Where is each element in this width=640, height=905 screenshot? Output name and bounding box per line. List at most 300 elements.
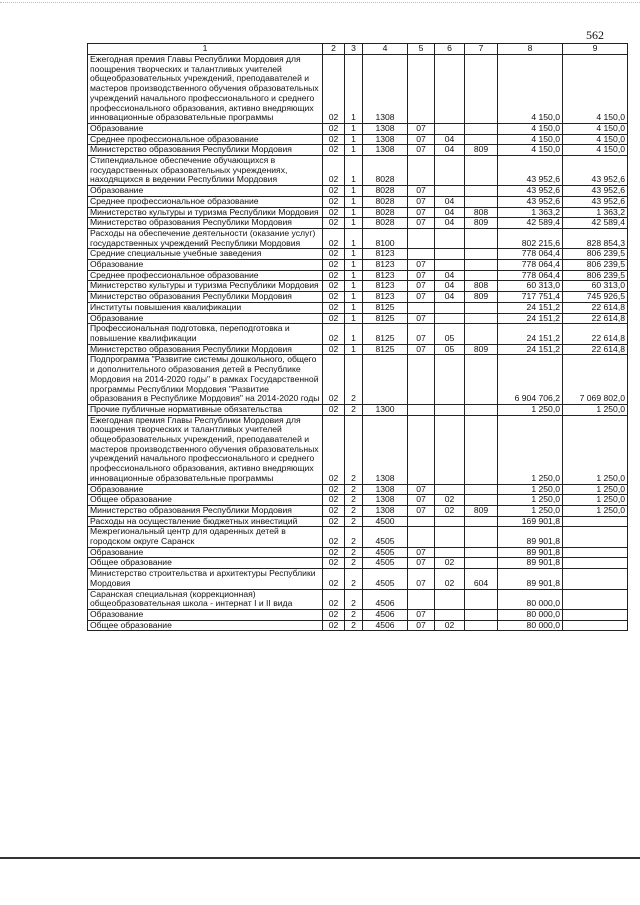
cell-csr: 8028 xyxy=(363,156,408,186)
table-row xyxy=(88,186,628,197)
cell-razdel xyxy=(408,55,435,124)
cell-podrazdel: 04 xyxy=(435,270,465,281)
cell-rz: 02 xyxy=(323,260,345,271)
cell-razdel xyxy=(408,355,435,405)
cell-sum-2016: 1 250,0 xyxy=(563,484,628,495)
cell-podrazdel xyxy=(435,228,465,248)
cell-sum-2015: 89 901,8 xyxy=(498,569,563,589)
cell-razdel: 07 xyxy=(408,505,435,516)
cell-rz: 02 xyxy=(323,186,345,197)
cell-vr xyxy=(465,620,498,631)
cell-sum-2016: 806 239,5 xyxy=(563,249,628,260)
cell-sum-2015: 1 250,0 xyxy=(498,495,563,506)
table-row xyxy=(88,344,628,355)
cell-vr xyxy=(465,302,498,313)
cell-rz: 02 xyxy=(323,302,345,313)
table-row xyxy=(88,313,628,324)
cell-razdel xyxy=(408,589,435,609)
cell-pr: 1 xyxy=(345,324,363,344)
header-cell-csr: 4 xyxy=(363,44,408,55)
table-row xyxy=(88,55,628,124)
cell-rz: 02 xyxy=(323,547,345,558)
cell-rz: 02 xyxy=(323,355,345,405)
cell-vr xyxy=(465,55,498,124)
cell-rz: 02 xyxy=(323,324,345,344)
cell-rz: 02 xyxy=(323,292,345,303)
cell-rz: 02 xyxy=(323,281,345,292)
cell-pr: 1 xyxy=(345,145,363,156)
cell-vr: 808 xyxy=(465,281,498,292)
cell-razdel xyxy=(408,249,435,260)
cell-rz: 02 xyxy=(323,55,345,124)
cell-podrazdel: 04 xyxy=(435,145,465,156)
cell-podrazdel: 02 xyxy=(435,569,465,589)
cell-pr: 2 xyxy=(345,484,363,495)
cell-sum-2016 xyxy=(563,589,628,609)
cell-sum-2016 xyxy=(563,620,628,631)
cell-sum-2016 xyxy=(563,609,628,620)
cell-sum-2015: 89 901,8 xyxy=(498,527,563,547)
cell-name: Профессиональная подготовка, переподготовка и повышение квалификации xyxy=(88,324,323,344)
cell-razdel: 07 xyxy=(408,207,435,218)
page-number: 562 xyxy=(586,28,604,42)
cell-sum-2015: 24 151,2 xyxy=(498,324,563,344)
cell-vr xyxy=(465,495,498,506)
cell-podrazdel xyxy=(435,484,465,495)
table-row xyxy=(88,249,628,260)
cell-rz: 02 xyxy=(323,156,345,186)
cell-vr: 809 xyxy=(465,218,498,229)
cell-pr: 1 xyxy=(345,186,363,197)
cell-podrazdel: 04 xyxy=(435,134,465,145)
cell-name: Министерство образования Республики Мордовия xyxy=(88,145,323,156)
cell-csr: 8100 xyxy=(363,228,408,248)
cell-rz: 02 xyxy=(323,218,345,229)
cell-name: Министерство культуры и туризма Республики Мордовия xyxy=(88,281,323,292)
cell-sum-2016: 7 069 802,0 xyxy=(563,355,628,405)
cell-sum-2015: 4 150,0 xyxy=(498,55,563,124)
cell-sum-2015: 169 901,8 xyxy=(498,516,563,527)
cell-csr: 8028 xyxy=(363,196,408,207)
cell-name: Ежегодная премия Главы Республики Мордовия для поощрения творческих и талантливых учителей общеобразовательных учреждений, преподавателей и мастеров производственного обучения образовательных учреждений начального профессионального и среднего профессионального образования, активно внедряющих инновационные образовательные программы xyxy=(88,55,323,124)
cell-pr: 1 xyxy=(345,270,363,281)
table-row xyxy=(88,558,628,569)
cell-pr: 1 xyxy=(345,292,363,303)
cell-csr: 4500 xyxy=(363,516,408,527)
cell-razdel xyxy=(408,404,435,415)
cell-name: Среднее профессиональное образование xyxy=(88,196,323,207)
cell-pr: 2 xyxy=(345,505,363,516)
cell-razdel xyxy=(408,415,435,484)
table-row xyxy=(88,547,628,558)
table-row xyxy=(88,589,628,609)
cell-vr xyxy=(465,196,498,207)
cell-pr: 2 xyxy=(345,527,363,547)
table-row xyxy=(88,207,628,218)
page-bottom-rule xyxy=(0,857,640,859)
cell-rz: 02 xyxy=(323,527,345,547)
cell-sum-2015: 6 904 706,2 xyxy=(498,355,563,405)
cell-csr: 8123 xyxy=(363,260,408,271)
cell-sum-2015: 43 952,6 xyxy=(498,186,563,197)
cell-razdel: 07 xyxy=(408,620,435,631)
cell-podrazdel: 04 xyxy=(435,292,465,303)
cell-sum-2015: 80 000,0 xyxy=(498,589,563,609)
cell-vr xyxy=(465,249,498,260)
cell-podrazdel xyxy=(435,609,465,620)
cell-sum-2016: 22 614,8 xyxy=(563,302,628,313)
cell-name: Саранская специальная (коррекционная) общеобразовательная школа - интернат I и II вида xyxy=(88,589,323,609)
cell-razdel: 07 xyxy=(408,609,435,620)
cell-vr xyxy=(465,547,498,558)
cell-csr: 8125 xyxy=(363,302,408,313)
cell-sum-2016 xyxy=(563,547,628,558)
cell-podrazdel xyxy=(435,404,465,415)
cell-rz: 02 xyxy=(323,228,345,248)
cell-sum-2016: 1 250,0 xyxy=(563,505,628,516)
header-cell-rz: 2 xyxy=(323,44,345,55)
cell-sum-2015: 42 589,4 xyxy=(498,218,563,229)
cell-csr: 1308 xyxy=(363,505,408,516)
cell-csr: 1308 xyxy=(363,55,408,124)
cell-pr: 2 xyxy=(345,558,363,569)
cell-sum-2015: 1 250,0 xyxy=(498,505,563,516)
table-row xyxy=(88,527,628,547)
cell-razdel xyxy=(408,527,435,547)
cell-rz: 02 xyxy=(323,249,345,260)
cell-vr xyxy=(465,156,498,186)
cell-sum-2015: 43 952,6 xyxy=(498,196,563,207)
cell-podrazdel: 04 xyxy=(435,196,465,207)
cell-sum-2016: 43 952,6 xyxy=(563,156,628,186)
cell-razdel: 07 xyxy=(408,218,435,229)
cell-name: Министерство образования Республики Мордовия xyxy=(88,218,323,229)
cell-sum-2015: 24 151,2 xyxy=(498,313,563,324)
cell-podrazdel: 04 xyxy=(435,218,465,229)
cell-razdel xyxy=(408,156,435,186)
cell-rz: 02 xyxy=(323,145,345,156)
cell-name: Министерство образования Республики Мордовия xyxy=(88,292,323,303)
header-cell-podrazdel: 6 xyxy=(435,44,465,55)
cell-podrazdel xyxy=(435,547,465,558)
cell-vr xyxy=(465,609,498,620)
cell-sum-2016: 745 926,5 xyxy=(563,292,628,303)
table-row xyxy=(88,484,628,495)
cell-name: Среднее профессиональное образование xyxy=(88,270,323,281)
cell-vr: 809 xyxy=(465,145,498,156)
cell-csr: 1308 xyxy=(363,123,408,134)
cell-rz: 02 xyxy=(323,196,345,207)
cell-csr: 4505 xyxy=(363,527,408,547)
cell-podrazdel xyxy=(435,415,465,484)
cell-sum-2016: 1 250,0 xyxy=(563,404,628,415)
cell-csr: 4505 xyxy=(363,569,408,589)
header-cell-name: 1 xyxy=(88,44,323,55)
cell-sum-2016: 806 239,5 xyxy=(563,270,628,281)
cell-pr: 1 xyxy=(345,218,363,229)
cell-podrazdel xyxy=(435,313,465,324)
cell-name: Образование xyxy=(88,186,323,197)
cell-podrazdel: 02 xyxy=(435,558,465,569)
cell-name: Образование xyxy=(88,313,323,324)
cell-name: Общее образование xyxy=(88,495,323,506)
cell-pr: 2 xyxy=(345,589,363,609)
table-row xyxy=(88,495,628,506)
table-row xyxy=(88,404,628,415)
cell-razdel xyxy=(408,516,435,527)
cell-sum-2016: 22 614,8 xyxy=(563,324,628,344)
cell-sum-2016: 828 854,3 xyxy=(563,228,628,248)
table-row xyxy=(88,228,628,248)
cell-rz: 02 xyxy=(323,313,345,324)
cell-pr: 2 xyxy=(345,569,363,589)
cell-sum-2015: 778 064,4 xyxy=(498,270,563,281)
cell-name: Расходы на обеспечение деятельности (оказание услуг) государственных учреждений Республики Мордовия xyxy=(88,228,323,248)
cell-sum-2015: 778 064,4 xyxy=(498,260,563,271)
cell-rz: 02 xyxy=(323,207,345,218)
cell-razdel xyxy=(408,228,435,248)
cell-razdel: 07 xyxy=(408,134,435,145)
cell-sum-2015: 1 250,0 xyxy=(498,415,563,484)
cell-vr xyxy=(465,527,498,547)
cell-podrazdel: 02 xyxy=(435,505,465,516)
cell-sum-2016: 60 313,0 xyxy=(563,281,628,292)
cell-vr xyxy=(465,260,498,271)
table-row xyxy=(88,620,628,631)
cell-csr: 8123 xyxy=(363,249,408,260)
cell-rz: 02 xyxy=(323,404,345,415)
cell-rz: 02 xyxy=(323,516,345,527)
cell-sum-2015: 802 215,6 xyxy=(498,228,563,248)
cell-name: Общее образование xyxy=(88,558,323,569)
cell-vr xyxy=(465,313,498,324)
cell-csr: 8125 xyxy=(363,313,408,324)
cell-sum-2016: 43 952,6 xyxy=(563,196,628,207)
cell-name: Министерство культуры и туризма Республики Мордовия xyxy=(88,207,323,218)
cell-razdel: 07 xyxy=(408,123,435,134)
header-cell-razdel: 5 xyxy=(408,44,435,55)
cell-name: Образование xyxy=(88,609,323,620)
cell-vr: 809 xyxy=(465,292,498,303)
cell-sum-2016: 4 150,0 xyxy=(563,134,628,145)
cell-sum-2016 xyxy=(563,569,628,589)
scan-artifact-line xyxy=(0,2,640,4)
cell-pr: 2 xyxy=(345,415,363,484)
cell-pr: 2 xyxy=(345,495,363,506)
cell-sum-2015: 60 313,0 xyxy=(498,281,563,292)
cell-vr xyxy=(465,134,498,145)
cell-podrazdel xyxy=(435,355,465,405)
cell-csr: 1308 xyxy=(363,145,408,156)
cell-rz: 02 xyxy=(323,589,345,609)
cell-pr: 1 xyxy=(345,123,363,134)
table-row xyxy=(88,569,628,589)
cell-sum-2015: 1 250,0 xyxy=(498,404,563,415)
cell-sum-2016: 1 250,0 xyxy=(563,495,628,506)
cell-sum-2016: 1 250,0 xyxy=(563,415,628,484)
cell-csr: 1308 xyxy=(363,484,408,495)
cell-csr xyxy=(363,355,408,405)
cell-razdel: 07 xyxy=(408,484,435,495)
cell-pr: 2 xyxy=(345,609,363,620)
cell-csr: 4506 xyxy=(363,620,408,631)
cell-name: Институты повышения квалификации xyxy=(88,302,323,313)
cell-podrazdel xyxy=(435,589,465,609)
budget-table-body xyxy=(88,44,628,631)
cell-podrazdel: 02 xyxy=(435,495,465,506)
cell-rz: 02 xyxy=(323,495,345,506)
header-cell-sum-2016: 9 xyxy=(563,44,628,55)
cell-razdel: 07 xyxy=(408,495,435,506)
cell-csr: 8125 xyxy=(363,324,408,344)
table-row xyxy=(88,302,628,313)
cell-csr: 1308 xyxy=(363,415,408,484)
cell-name: Стипендиальное обеспечение обучающихся в государственных образовательных учреждениях, находящихся в ведении Республики Мордовия xyxy=(88,156,323,186)
cell-sum-2016: 1 363,2 xyxy=(563,207,628,218)
cell-vr xyxy=(465,516,498,527)
cell-podrazdel xyxy=(435,516,465,527)
table-row xyxy=(88,123,628,134)
cell-razdel: 07 xyxy=(408,145,435,156)
cell-rz: 02 xyxy=(323,609,345,620)
header-cell-sum-2015: 8 xyxy=(498,44,563,55)
cell-sum-2015: 4 150,0 xyxy=(498,145,563,156)
table-row xyxy=(88,415,628,484)
cell-rz: 02 xyxy=(323,134,345,145)
cell-pr: 1 xyxy=(345,260,363,271)
cell-csr: 4505 xyxy=(363,558,408,569)
cell-vr xyxy=(465,355,498,405)
cell-razdel: 07 xyxy=(408,344,435,355)
cell-rz: 02 xyxy=(323,344,345,355)
table-row xyxy=(88,196,628,207)
cell-razdel: 07 xyxy=(408,313,435,324)
table-row xyxy=(88,270,628,281)
cell-razdel: 07 xyxy=(408,558,435,569)
cell-sum-2015: 43 952,6 xyxy=(498,156,563,186)
cell-name: Образование xyxy=(88,484,323,495)
cell-podrazdel xyxy=(435,527,465,547)
table-header-row xyxy=(88,44,628,55)
cell-vr: 604 xyxy=(465,569,498,589)
cell-podrazdel: 02 xyxy=(435,620,465,631)
cell-rz: 02 xyxy=(323,270,345,281)
cell-csr: 1300 xyxy=(363,404,408,415)
cell-rz: 02 xyxy=(323,123,345,134)
cell-name: Подпрограмма "Развитие системы дошкольного, общего и дополнительного образования детей в Республике Мордовия на 2014-2020 годы" в рамках Государственной программы Республики Мордовия "Развитие образования в Республике Мордовия" на 2014-2020 годы xyxy=(88,355,323,405)
table-row xyxy=(88,218,628,229)
cell-name: Общее образование xyxy=(88,620,323,631)
cell-csr: 1308 xyxy=(363,495,408,506)
table-row xyxy=(88,324,628,344)
cell-rz: 02 xyxy=(323,569,345,589)
cell-sum-2016: 4 150,0 xyxy=(563,55,628,124)
cell-name: Образование xyxy=(88,547,323,558)
cell-razdel: 07 xyxy=(408,270,435,281)
cell-name: Прочие публичные нормативные обязательства xyxy=(88,404,323,415)
cell-pr: 1 xyxy=(345,134,363,145)
cell-name: Министерство строительства и архитектуры Республики Мордовия xyxy=(88,569,323,589)
cell-podrazdel xyxy=(435,249,465,260)
cell-name: Ежегодная премия Главы Республики Мордовия для поощрения творческих и талантливых учителей общеобразовательных учреждений, преподавателей и мастеров производственного обучения образовательных учреждений начального профессионального и среднего профессионального образования, активно внедряющих инновационные образовательные программы xyxy=(88,415,323,484)
cell-pr: 1 xyxy=(345,344,363,355)
cell-podrazdel: 04 xyxy=(435,207,465,218)
cell-razdel: 07 xyxy=(408,292,435,303)
cell-pr: 1 xyxy=(345,156,363,186)
cell-csr: 8028 xyxy=(363,207,408,218)
cell-razdel: 07 xyxy=(408,281,435,292)
cell-csr: 8123 xyxy=(363,292,408,303)
cell-pr: 1 xyxy=(345,249,363,260)
cell-sum-2015: 80 000,0 xyxy=(498,609,563,620)
table-row xyxy=(88,260,628,271)
cell-csr: 8123 xyxy=(363,270,408,281)
cell-sum-2015: 717 751,4 xyxy=(498,292,563,303)
table-row xyxy=(88,355,628,405)
cell-razdel: 07 xyxy=(408,569,435,589)
cell-vr: 809 xyxy=(465,344,498,355)
cell-rz: 02 xyxy=(323,620,345,631)
cell-pr: 1 xyxy=(345,302,363,313)
table-row xyxy=(88,516,628,527)
cell-pr: 2 xyxy=(345,355,363,405)
cell-vr xyxy=(465,415,498,484)
cell-podrazdel: 04 xyxy=(435,281,465,292)
cell-csr: 4505 xyxy=(363,547,408,558)
cell-name: Образование xyxy=(88,123,323,134)
cell-vr xyxy=(465,589,498,609)
table-row xyxy=(88,292,628,303)
table-row xyxy=(88,609,628,620)
cell-podrazdel xyxy=(435,260,465,271)
cell-rz: 02 xyxy=(323,505,345,516)
cell-pr: 1 xyxy=(345,55,363,124)
table-row xyxy=(88,281,628,292)
cell-pr: 2 xyxy=(345,516,363,527)
cell-vr xyxy=(465,270,498,281)
cell-razdel: 07 xyxy=(408,260,435,271)
header-cell-pr: 3 xyxy=(345,44,363,55)
cell-name: Межрегиональный центр для одаренных детей в городском округе Саранск xyxy=(88,527,323,547)
cell-pr: 1 xyxy=(345,207,363,218)
cell-rz: 02 xyxy=(323,484,345,495)
cell-sum-2016: 22 614,8 xyxy=(563,344,628,355)
cell-pr: 1 xyxy=(345,281,363,292)
cell-vr xyxy=(465,484,498,495)
cell-sum-2016: 4 150,0 xyxy=(563,145,628,156)
cell-vr xyxy=(465,228,498,248)
cell-podrazdel xyxy=(435,302,465,313)
cell-sum-2016: 4 150,0 xyxy=(563,123,628,134)
cell-sum-2015: 89 901,8 xyxy=(498,547,563,558)
cell-name: Среднее профессиональное образование xyxy=(88,134,323,145)
cell-name: Министерство образования Республики Мордовия xyxy=(88,344,323,355)
table-row xyxy=(88,505,628,516)
cell-sum-2015: 24 151,2 xyxy=(498,302,563,313)
cell-pr: 2 xyxy=(345,620,363,631)
cell-podrazdel xyxy=(435,55,465,124)
cell-razdel: 07 xyxy=(408,186,435,197)
cell-csr: 8028 xyxy=(363,218,408,229)
cell-name: Расходы на осуществление бюджетных инвестиций xyxy=(88,516,323,527)
table-row xyxy=(88,156,628,186)
cell-sum-2015: 1 363,2 xyxy=(498,207,563,218)
cell-vr: 808 xyxy=(465,207,498,218)
cell-sum-2016: 42 589,4 xyxy=(563,218,628,229)
cell-sum-2015: 89 901,8 xyxy=(498,558,563,569)
cell-sum-2015: 4 150,0 xyxy=(498,123,563,134)
cell-vr xyxy=(465,404,498,415)
